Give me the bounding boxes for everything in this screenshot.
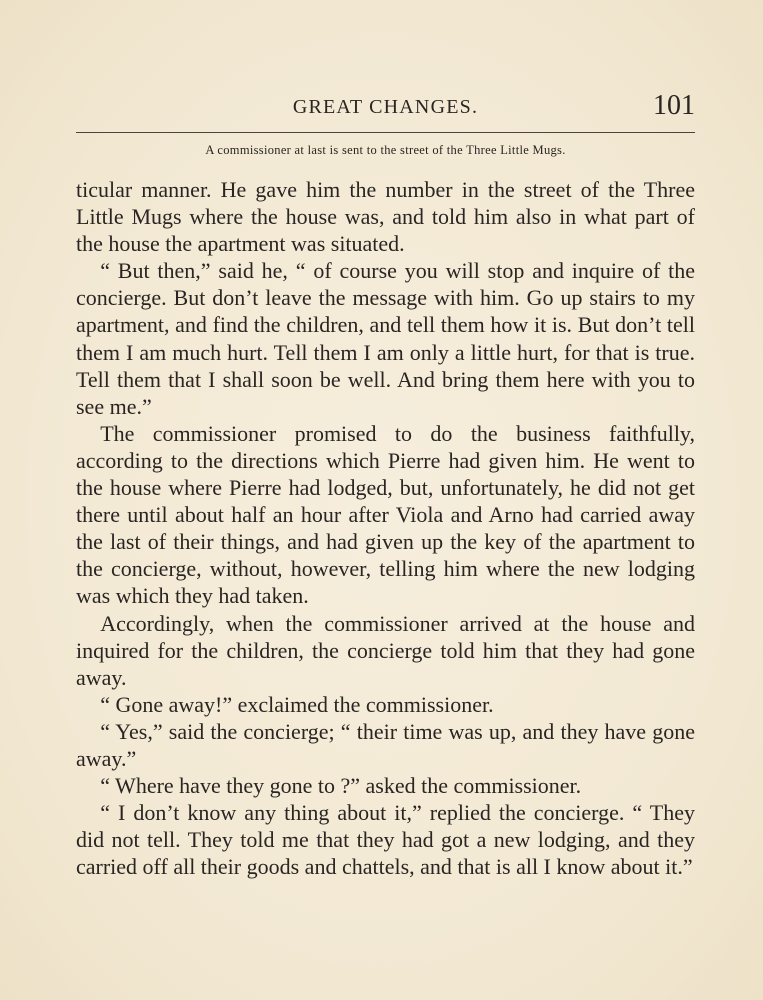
paragraph: “ Yes,” said the concierge; “ their time was up, and they have gone away.” <box>76 718 695 771</box>
body-text <box>76 176 695 880</box>
paragraph: “ Where have they gone to ?” asked the commissioner. <box>100 773 582 799</box>
header-rule <box>76 132 695 133</box>
paragraph: ticular manner. He gave him the number in the street of the Three Little Mugs where the house was, and told him also in what part of the house the apartment was situated. <box>76 177 695 257</box>
paragraph: Accordingly, when the commissioner arrived at the house and inquired for the children, the concierge told him that they had gone away. <box>76 610 695 690</box>
paragraph: The commissioner promised to do the business faithfully, according to the directions which Pierre had given him. He went to the house where Pierre had lodged, but, unfortunately, he did not get there until about half an hour after Viola and Arno had carried away the last of their things, and had given up the key of the apartment to the concierge, without, however, telling him where the new lodging was which they had taken. <box>76 420 695 609</box>
paragraph: “ I don’t know any thing about it,” replied the concierge. “ They did not tell. They told me that they had got a new lodging, and they carried off all their goods and chattels, and that is all I know about it.” <box>76 800 695 880</box>
running-title: GREAT CHANGES. <box>292 96 479 118</box>
page-number: 101 <box>653 90 695 121</box>
marginal-note: A commissioner at last is sent to the street of the Three Little Mugs. <box>205 143 566 157</box>
paragraph: “ But then,” said he, “ of course you will stop and inquire of the concierge. But don’t leave the message with him. Go up stairs to my apartment, and find the children, and tell them how it is. But don’t tell them I am much hurt. Tell them I am only a little hurt, for that is true. Tell them that I shall soon be well. And bring them here with you to see me.” <box>76 258 695 419</box>
running-head <box>76 92 695 126</box>
paragraph: “ Gone away!” exclaimed the commissioner. <box>100 691 494 717</box>
